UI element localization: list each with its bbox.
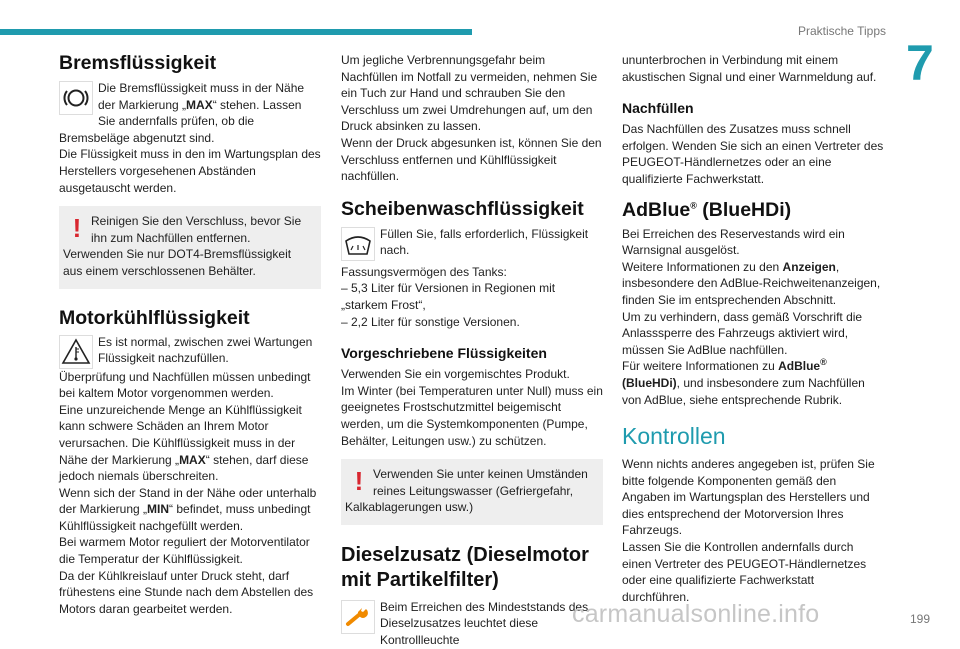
wrench-icon (341, 600, 375, 634)
column-1 (59, 52, 321, 617)
adblue-reserve: Bei Erreichen des Reservestands wird ein Warnsignal ausgelöst. (622, 226, 845, 258)
washer-fluid-icon (341, 227, 375, 261)
heading-coolant: Motorkühlflüssigkeit (59, 306, 250, 329)
coolant-pressure: Da der Kühlkreislauf unter Druck steht, darf frühestens eine Stunde nach dem Abstellen des Motors daran gearbeitet werden. (59, 568, 314, 616)
coolant-burn-risk: Um jegliche Verbrennungsgefahr beim Nachfüllen im Notfall zu vermeiden, nehmen Sie ein Tuch zur Hand und schrauben Sie den Verschluss um zwei Umdrehungen auf, um den Druck absinken zu lassen. (341, 53, 598, 134)
premixed-product: Verwenden Sie ein vorgemischtes Produkt. (341, 367, 570, 382)
section-title: Praktische Tipps (797, 24, 886, 38)
diesel-paragraph: Beim Erreichen des Mindeststands des Dieselzusatzes leuchtet diese Kontrollleuchte (341, 599, 603, 649)
washer-paragraph: Füllen Sie, falls erforderlich, Flüssigkeit nach. (341, 226, 603, 262)
chapter-number: 7 (906, 35, 934, 91)
brake-fluid-icon (59, 81, 93, 115)
heading-prescribed-fluids: Vorgeschriebene Flüssigkeiten (341, 345, 547, 362)
tank-capacity-frost: – 5,3 Liter für Versionen in Regionen mit „starkem Frost“, (341, 281, 556, 312)
tap-water-warning-box: ! Verwenden Sie unter keinen Umständen reines Leitungswasser (Gefriergefahr, Kalkablagerungen usw.) (341, 459, 603, 525)
heading-checks: Kontrollen (622, 423, 726, 450)
diesel-continued: ununterbrochen in Verbindung mit einem akustischen Signal und einer Warnmeldung auf. (622, 53, 877, 84)
coolant-refill: Wenn der Druck abgesunken ist, können Sie den Verschluss entfernen und Kühlflüssigkeit nachfüllen. (341, 135, 602, 184)
coolant-warning-icon (59, 335, 93, 369)
refill-paragraph: Das Nachfüllen des Zusatzes muss schnell erfolgen. Wenden Sie sich an einen Vertreter des PEUGEOT-Händlernetzes oder an eine qualifizierte Fachwerkstatt. (622, 122, 884, 186)
page-number: 199 (909, 612, 930, 626)
exclamation-icon: ! (354, 466, 364, 497)
adblue-more-info: Für weitere Informationen zu AdBlue® (BlueHDi), und insbesondere zum Nachfüllen von AdBlue, siehe entsprechende Rubrik. (622, 357, 865, 407)
column-3 (622, 52, 884, 605)
heading-brake-fluid: Bremsflüssigkeit (59, 52, 217, 74)
exclamation-icon: ! (72, 213, 82, 244)
coolant-fan: Bei warmem Motor reguliert der Motorventilator die Temperatur der Kühlflüssigkeit. (59, 535, 310, 567)
column-2 (341, 52, 603, 649)
brake-fluid-paragraph: Die Bremsflüssigkeit muss in der Nähe der Markierung „MAX“ stehen. Lassen Sie andernfalls prüfen, ob die Bremsbeläge abgenutzt sind. (59, 81, 305, 145)
coolant-cold-engine: Überprüfung und Nachfüllen müssen unbedingt bei kaltem Motor vorgenommen werden. (59, 369, 311, 401)
heading-refill: Nachfüllen (622, 100, 694, 117)
adblue-indicators: Weitere Informationen zu den Anzeigen, insbesondere den AdBlue-Reichweitenanzeigen, finden Sie im entsprechenden Abschnitt. (622, 259, 881, 307)
coolant-level: Eine unzureichende Menge an Kühlflüssigkeit kann schwere Schäden an Ihrem Motor verursachen. Die Kühlflüssigkeit muss in der Nähe der Markierung „MAX“ stehen, darf diese jedoch niemals überschreiten. (59, 402, 309, 484)
coolant-paragraph: Es ist normal, zwischen zwei Wartungen Flüssigkeit nachzufüllen. (59, 334, 321, 367)
tank-capacity-other: – 2,2 Liter für sonstige Versionen. (341, 314, 520, 329)
checks-paragraph-1: Wenn nichts anderes angegeben ist, prüfen Sie bitte folgende Komponenten gemäß den Angaben im Wartungsplan des Herstellers und dies entsprechend der Motorversion Ihres Fahrzeugs. (622, 457, 875, 538)
header-accent-bar (0, 29, 472, 35)
brake-warning-box: ! Reinigen Sie den Verschluss, bevor Sie ihn zum Nachfüllen entfernen. Verwenden Sie nur DOT4-Bremsflüssigkeit aus einem verschlossenen Behälter. (59, 206, 321, 288)
tank-capacity-title: Fassungsvermögen des Tanks: (341, 264, 507, 279)
adblue-start-lock: Um zu verhindern, dass gemäß Vorschrift die Anlasssperre des Fahrzeugs aktiviert wird, müssen Sie AdBlue nachfüllen. (622, 309, 863, 357)
heading-diesel-additive: Dieselzusatz (Dieselmotor mit Partikelfilter) (341, 543, 589, 591)
checks-paragraph-2: Lassen Sie die Kontrollen andernfalls durch einen Vertreter des PEUGEOT-Händlernetzes oder eine qualifizierte Fachwerkstatt durchführen. (622, 540, 867, 604)
heading-adblue: AdBlue® (BlueHDi) (622, 198, 792, 221)
brake-fluid-interval: Die Flüssigkeit muss in den im Wartungsplan des Herstellers vorgesehenen Abständen ausgetauscht werden. (59, 147, 321, 195)
watermark: carmanualsonline.info (572, 600, 820, 628)
heading-washer-fluid: Scheibenwaschflüssigkeit (341, 197, 584, 220)
antifreeze-note: Im Winter (bei Temperaturen unter Null) muss ein geeignetes Frostschutzmittel beigemischt werden, um die Systemkomponenten (Pumpe, Behälter, Leitungen usw.) zu schützen. (341, 383, 603, 448)
coolant-min: Wenn sich der Stand in der Nähe oder unterhalb der Markierung „MIN“ befindet, muss unbedingt Kühlflüssigkeit nachgefüllt werden. (59, 485, 317, 533)
